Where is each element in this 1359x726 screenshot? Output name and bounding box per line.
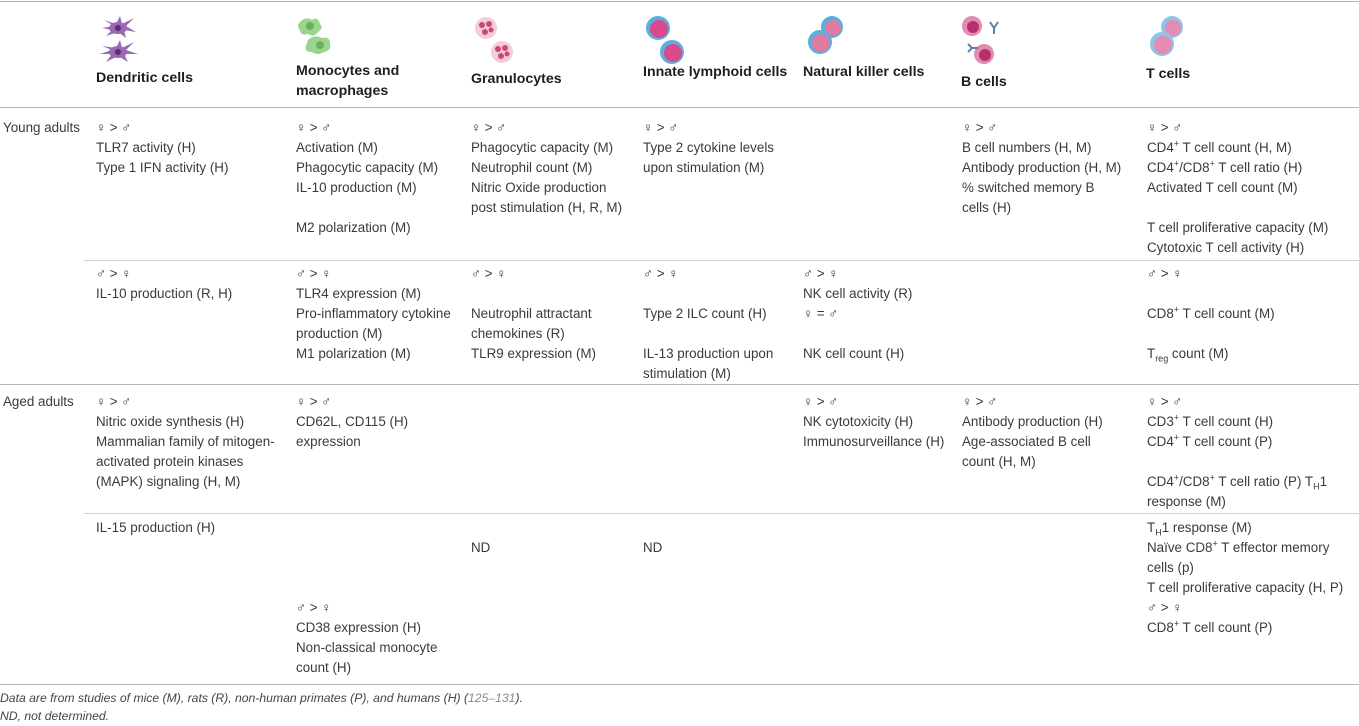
macrophage-icon: [294, 14, 334, 58]
footnote-sources: Data are from studies of mice (M), rats (R), non-human primates (P), and humans (H) (125–131).: [0, 691, 523, 705]
header-innate-lymphoid-cells: Innate lymphoid cells: [643, 64, 788, 80]
young-m-gran: ♂ > ♀ Neutrophil attractant chemokines (R) TLR9 expression (M): [471, 266, 597, 361]
aged-f-dc: ♀ > ♂ Nitric oxide synthesis (H) Mammalian family of mitogen- activated protein kinases (MAPK) signaling (H, M): [96, 394, 275, 489]
innate-lymphoid-cell-icon: [642, 14, 688, 66]
nk-cell-icon: [804, 14, 850, 56]
young-divider: [84, 260, 1359, 261]
young-f-t: ♀ > ♂ CD4+ T cell count (H, M) CD4+/CD8+ T cell ratio (H) Activated T cell count (M) T cell proliferative capacity (M) Cytotoxic T cell activity (H): [1147, 120, 1329, 255]
t-cell-icon: [1146, 14, 1192, 60]
bottom-rule: [0, 684, 1359, 685]
young-f-dc: ♀ > ♂ TLR7 activity (H) Type 1 IFN activity (H): [96, 120, 229, 175]
young-m-ilc: ♂ > ♀ Type 2 ILC count (H) IL-13 production upon stimulation (M): [643, 266, 774, 381]
young-f-gran: ♀ > ♂ Phagocytic capacity (M) Neutrophil count (M) Nitric Oxide production post stimulation (H, R, M): [471, 120, 623, 215]
aged-o-gran: ND: [471, 540, 491, 555]
young-m-nk: ♂ > ♀ NK cell activity (R) ♀ = ♂ NK cell count (H): [803, 266, 913, 361]
granulocyte-icon: [470, 14, 516, 66]
young-m-mono: ♂ > ♀ TLR4 expression (M) Pro-inflammatory cytokine production (M) M1 polarization (M): [296, 266, 451, 361]
aged-f-nk: ♀ > ♂ NK cytotoxicity (H) Immunosurveillance (H): [803, 394, 945, 449]
row-label-young-adults: Young adults: [3, 120, 80, 135]
young-f-ilc: ♀ > ♂ Type 2 cytokine levels upon stimulation (M): [643, 120, 774, 175]
aged-f-t: ♀ > ♂ CD3+ T cell count (H) CD4+ T cell count (P) CD4+/CD8+ T cell ratio (P) $T_H1$ response (M): [1147, 394, 1328, 509]
row-label-aged-adults: Aged adults: [3, 394, 74, 409]
header-granulocytes: Granulocytes: [471, 71, 562, 87]
aged-o-mono: ♂ > ♀ CD38 expression (H) Non-classical monocyte count (H): [296, 600, 438, 675]
top-rule: [0, 1, 1359, 2]
aged-f-b: ♀ > ♂ Antibody production (H) Age-associated B cell count (H, M): [962, 394, 1103, 469]
aged-f-mono: ♀ > ♂ CD62L, CD115 (H) expression: [296, 394, 409, 449]
young-m-t: ♂ > ♀ CD8+ T cell count (M) $T_{reg}$ count (M): [1147, 266, 1275, 364]
aged-o-ilc: ND: [643, 540, 663, 555]
aged-o-t: $T_H1$ response (M) Naïve CD8+ T effector memory cells (p) T cell proliferative capacity (H, P) ♂ > ♀ CD8+ T cell count (P): [1147, 520, 1344, 635]
header-rule: [0, 107, 1359, 108]
young-f-b: ♀ > ♂ B cell numbers (H, M) Antibody production (H, M) % switched memory B cells (H): [962, 120, 1122, 215]
b-cell-icon: [960, 14, 1006, 68]
header-dendritic-cells: Dendritic cells: [96, 70, 193, 86]
aged-divider: [84, 513, 1359, 514]
young-f-mono: ♀ > ♂ Activation (M) Phagocytic capacity (M) IL-10 production (M) M2 polarization (M): [296, 120, 439, 235]
header-b-cells: B cells: [961, 74, 1007, 90]
footnote-nd: ND, not determined.: [0, 709, 110, 723]
group-rule: [0, 384, 1359, 385]
dendritic-cell-icon: [96, 14, 142, 66]
aged-o-dc: IL-15 production (H): [96, 520, 216, 535]
header-t-cells: T cells: [1146, 66, 1191, 82]
reference-link[interactable]: 125–131: [468, 691, 516, 705]
young-m-dc: ♂ > ♀ IL-10 production (R, H): [96, 266, 233, 301]
header-monocytes-macrophages: Monocytes and macrophages: [296, 63, 400, 99]
header-nk-cells: Natural killer cells: [803, 64, 925, 80]
